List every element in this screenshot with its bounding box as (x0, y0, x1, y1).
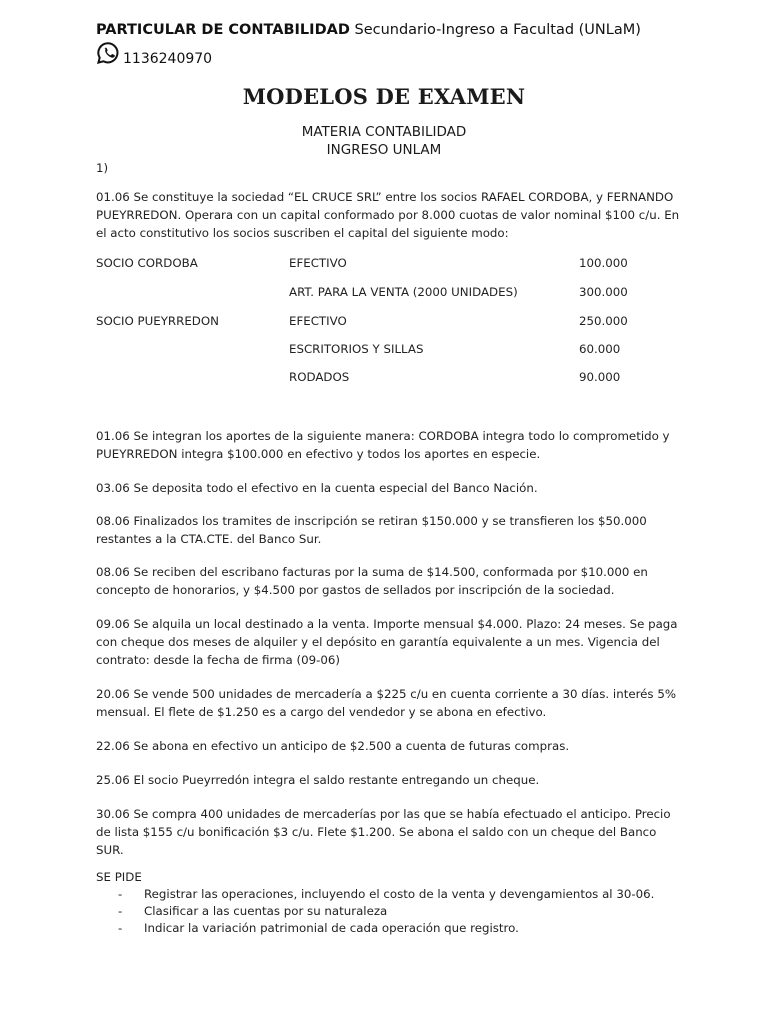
requirement-text: Indicar la variación patrimonial de cada operación que registro. (144, 921, 519, 935)
list-item (118, 886, 718, 903)
operation-paragraph: 03.06 Se deposita todo el efectivo en la cuenta especial del Banco Nación. (96, 481, 538, 495)
operation-paragraph: 20.06 Se vende 500 unidades de mercadería a $225 c/u en cuenta corriente a 30 días. interés 5% mensual. El flete de $1.250 es a cargo del vendedor y se abona en efectivo. (96, 687, 677, 719)
list-item (118, 920, 718, 937)
operation-paragraph: 30.06 Se compra 400 unidades de mercaderías por las que se había efectuado el anticipo. Precio de lista $155 c/u bonificación $3 c/u. Flete $1.200. Se abona el saldo con un cheque del Banco SUR. (96, 807, 671, 857)
item-cell: ESCRITORIOS Y SILLAS (289, 342, 424, 356)
page-title: MODELOS DE EXAMEN (242, 84, 526, 109)
header-subtitle: Secundario-Ingreso a Facultad (UNLaM) (354, 22, 641, 38)
header-line (96, 22, 641, 38)
phone-number: 1136240970 (123, 51, 213, 67)
operation-paragraph: 22.06 Se abona en efectivo un anticipo de $2.500 a cuenta de futuras compras. (96, 739, 570, 753)
item-cell: ART. PARA LA VENTA (2000 UNIDADES) (289, 285, 518, 299)
item-cell: EFECTIVO (289, 256, 347, 270)
operation-paragraph: 01.06 Se integran los aportes de la siguiente manera: CORDOBA integra todo lo comprometido y PUEYRREDON integra $100.000 en efectivo y todos los aportes en especie. (96, 429, 670, 461)
whatsapp-icon (96, 41, 120, 65)
course-heading: INGRESO UNLAM (326, 142, 442, 158)
bullet-dash: - (118, 921, 123, 935)
intro-paragraph: 01.06 Se constituye la sociedad “EL CRUCE SRL” entre los socios RAFAEL CORDOBA, y FERNANDO PUEYRREDON. Operara con un capital conformado por 8.000 cuotas de valor nominal $100 c/u. En el acto constitutivo los socios suscriben el capital del siguiente modo: (96, 190, 680, 240)
amount-cell: 90.000 (579, 370, 621, 384)
operation-paragraph: 25.06 El socio Pueyrredón integra el saldo restante entregando un cheque. (96, 773, 540, 787)
brand-name: PARTICULAR DE CONTABILIDAD (96, 22, 350, 38)
operation-paragraph: 08.06 Finalizados los tramites de inscripción se retiran $150.000 y se transfieren los $50.000 restantes a la CTA.CTE. del Banco Sur. (96, 514, 647, 546)
item-cell: RODADOS (289, 370, 350, 384)
bullet-dash: - (118, 904, 123, 918)
amount-cell: 250.000 (579, 314, 628, 328)
requirement-text: Clasificar a las cuentas por su naturaleza (144, 904, 388, 918)
requirements-label: SE PIDE (96, 870, 142, 884)
requirements-list (118, 886, 718, 937)
operation-paragraph: 09.06 Se alquila un local destinado a la venta. Importe mensual $4.000. Plazo: 24 meses. Se paga con cheque dos meses de alquiler y el depósito en garantía equivalente a un mes. Vigencia del contrato: desde la fecha de firma (09-06) (96, 617, 678, 667)
amount-cell: 100.000 (579, 256, 628, 270)
subject-heading: MATERIA CONTABILIDAD (301, 124, 467, 140)
amount-cell: 300.000 (579, 285, 628, 299)
partner-cell: SOCIO PUEYRREDON (96, 314, 219, 328)
item-cell: EFECTIVO (289, 314, 347, 328)
partner-cell: SOCIO CORDOBA (96, 256, 198, 270)
requirement-text: Registrar las operaciones, incluyendo el costo de la venta y devengamientos al 30-06. (144, 887, 655, 901)
bullet-dash: - (118, 887, 123, 901)
exercise-number: 1) (96, 161, 109, 175)
operation-paragraph: 08.06 Se reciben del escribano facturas por la suma de $14.500, conformada por $10.000 en concepto de honorarios, y $4.500 por gastos de sellados por inscripción de la sociedad. (96, 565, 648, 597)
amount-cell: 60.000 (579, 342, 621, 356)
list-item (118, 903, 718, 920)
